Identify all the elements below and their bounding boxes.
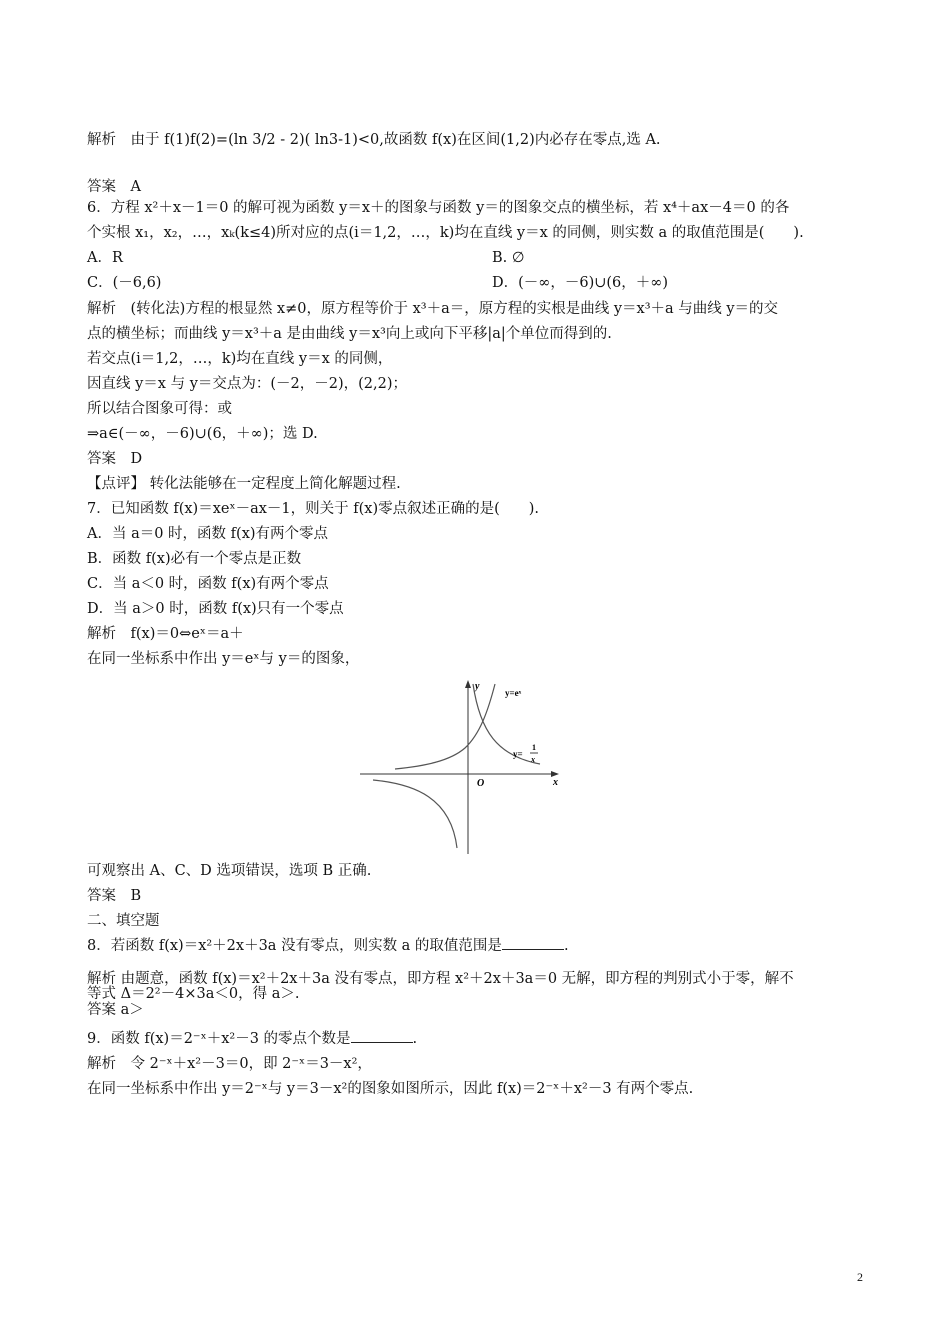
line-1: 解析 由于 f(1)f(2)=(ln 3/2 - 2)( ln3-1)<0,故函数 f(x)在区间(1,2)内必存在零点,选 A. bbox=[87, 132, 661, 148]
line-28: 答案 a＞ bbox=[87, 1002, 144, 1018]
recip-label-denominator: x bbox=[531, 755, 535, 764]
origin-label: O bbox=[477, 778, 485, 789]
line-12: ⇒a∈(－∞，－6)∪(6，＋∞)；选 D. bbox=[87, 426, 318, 442]
recip-label: y= bbox=[513, 749, 523, 759]
line-3: 6．方程 x²＋x－1＝0 的解可视为函数 y＝x＋的图象与函数 y＝的图象交点的横坐标，若 x⁴＋ax－4＝0 的各 bbox=[87, 200, 790, 216]
line-18: C．当 a＜0 时，函数 f(x)有两个零点 bbox=[87, 576, 329, 592]
option-a: A．R bbox=[87, 250, 123, 266]
line-5 bbox=[87, 249, 525, 268]
recip-label-numerator: 1 bbox=[532, 743, 536, 752]
line-20: 解析 f(x)＝0⇔eˣ＝a＋ bbox=[87, 626, 244, 642]
option-d: D．(－∞，－6)∪(6，＋∞) bbox=[492, 275, 669, 291]
question-8-end: . bbox=[563, 938, 569, 954]
function-graph-figure bbox=[355, 676, 575, 856]
line-30: 解析 令 2⁻ˣ＋x²－3＝0，即 2⁻ˣ＝3－x²， bbox=[87, 1056, 372, 1072]
line-11: 所以结合图象可得：或 bbox=[87, 401, 232, 417]
line-4: 个实根 x₁，x₂，…，xₖ(k≤4)所对应的点(i＝1,2，…，k)均在直线 y＝x 的同侧，则实数 a 的取值范围是( ). bbox=[87, 225, 804, 241]
option-c: C．(－6,6) bbox=[87, 275, 162, 291]
question-9-text: 9．函数 f(x)＝2⁻ˣ＋x²－3 的零点个数是 bbox=[87, 1031, 351, 1047]
line-22: 可观察出 A、C、D 选项错误，选项 B 正确. bbox=[87, 863, 372, 879]
line-13: 答案 D bbox=[87, 451, 143, 467]
line-15: 7．已知函数 f(x)＝xeˣ－ax－1，则关于 f(x)零点叙述正确的是( ). bbox=[87, 501, 540, 517]
question-9-end: . bbox=[412, 1031, 418, 1047]
answer-blank-9 bbox=[351, 1030, 413, 1043]
page-number: 2 bbox=[857, 1270, 863, 1284]
line-25 bbox=[87, 937, 569, 956]
line-24: 二、填空题 bbox=[87, 913, 160, 929]
line-16: A．当 a＝0 时，函数 f(x)有两个零点 bbox=[87, 526, 329, 542]
line-17: B．函数 f(x)必有一个零点是正数 bbox=[87, 551, 302, 567]
reciprocal-curve-negative bbox=[373, 780, 457, 848]
answer-blank-8 bbox=[502, 937, 564, 950]
line-27: 等式 Δ＝2²－4×3a＜0，得 a＞. bbox=[87, 986, 300, 1002]
line-8: 点的横坐标；而曲线 y＝x³＋a 是由曲线 y＝x³向上或向下平移|a|个单位而得到的. bbox=[87, 326, 612, 342]
line-21: 在同一坐标系中作出 y＝eˣ与 y＝的图象， bbox=[87, 651, 360, 667]
x-axis-label: x bbox=[553, 777, 558, 788]
line-10: 因直线 y＝x 与 y＝交点为：(－2，－2)，(2,2)； bbox=[87, 376, 408, 392]
line-6 bbox=[87, 274, 669, 293]
line-26: 解析 由题意，函数 f(x)＝x²＋2x＋3a 没有零点，即方程 x²＋2x＋3a＝0 无解，即方程的判别式小于零，解不 bbox=[87, 971, 794, 987]
line-23: 答案 B bbox=[87, 888, 142, 904]
line-19: D．当 a＞0 时，函数 f(x)只有一个零点 bbox=[87, 601, 344, 617]
line-14: 【点评】 转化法能够在一定程度上简化解题过程. bbox=[87, 476, 401, 492]
y-axis-arrow bbox=[465, 680, 471, 688]
line-31: 在同一坐标系中作出 y＝2⁻ˣ与 y＝3－x²的图象如图所示，因此 f(x)＝2⁻ˣ＋x²－3 有两个零点. bbox=[87, 1081, 694, 1097]
option-b: B. ∅ bbox=[492, 250, 525, 266]
y-axis-label: y bbox=[475, 681, 480, 692]
line-2: 答案 A bbox=[87, 179, 141, 195]
line-7: 解析 (转化法)方程的根显然 x≠0，原方程等价于 x³＋a＝，原方程的实根是曲线 y＝x³＋a 与曲线 y＝的交 bbox=[87, 301, 779, 317]
exp-label: y=eˣ bbox=[505, 688, 522, 698]
question-8-text: 8．若函数 f(x)＝x²＋2x＋3a 没有零点，则实数 a 的取值范围是 bbox=[87, 938, 502, 954]
exp-curve bbox=[395, 684, 495, 769]
line-9: 若交点(i＝1,2，…，k)均在直线 y＝x 的同侧， bbox=[87, 351, 393, 367]
line-29 bbox=[87, 1030, 417, 1049]
